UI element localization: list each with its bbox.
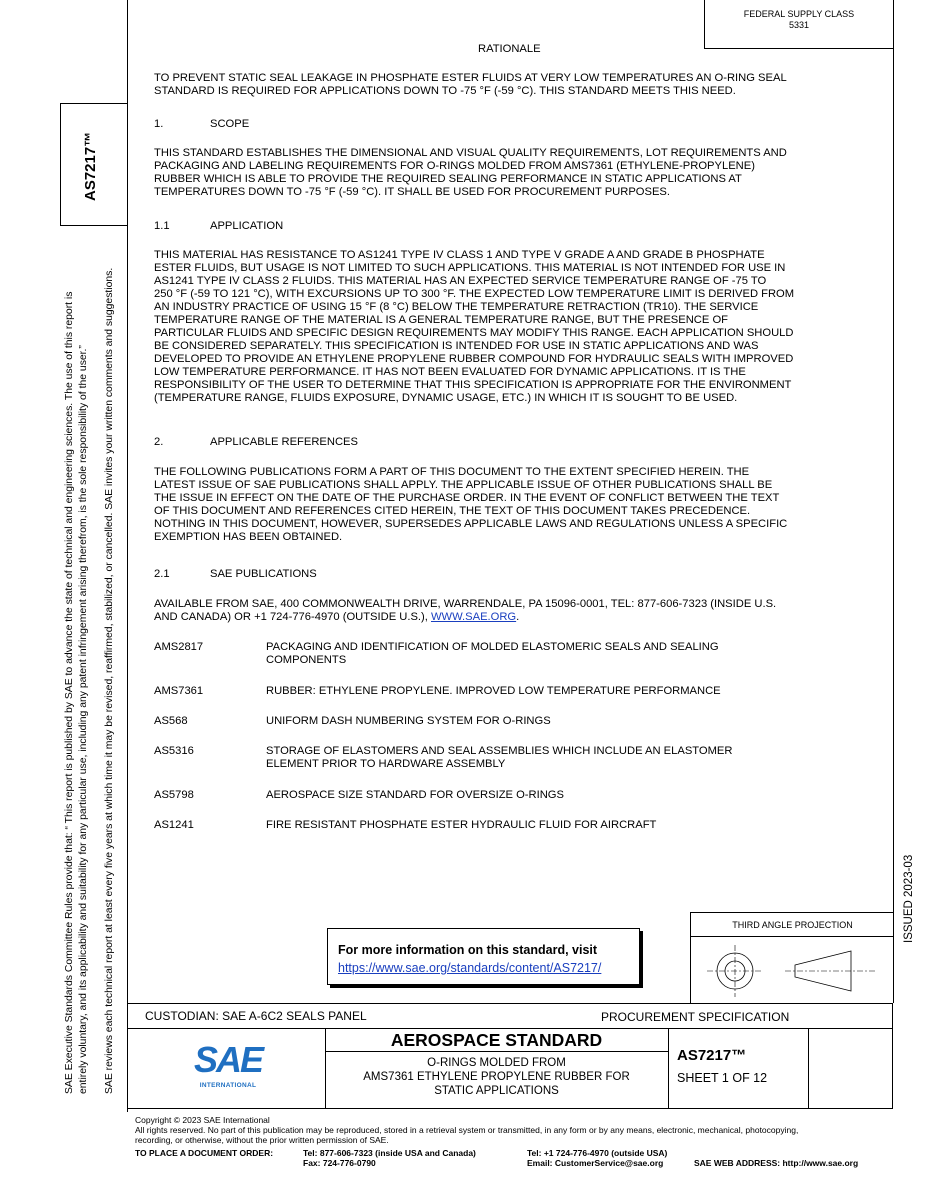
scope-line: RUBBER WHICH IS ABLE TO PROVIDE THE REQUIRED SEALING PERFORMANCE IN STATIC APPLICATIONS AT [154, 173, 742, 185]
references-line: OF THIS DOCUMENT AND REFERENCES CITED HEREIN, THE TEXT OF THIS DOCUMENT TAKES PRECEDENCE. [154, 505, 751, 517]
ref-title-line: RUBBER: ETHYLENE PROPYLENE. IMPROVED LOW TEMPERATURE PERFORMANCE [266, 685, 721, 697]
references-paragraph [154, 466, 874, 544]
sae-pubs-paragraph [154, 598, 874, 624]
ref-title-line: COMPONENTS [266, 654, 347, 666]
scope-paragraph [154, 147, 874, 199]
left-margin-rule [127, 0, 128, 1112]
standard-type: AEROSPACE STANDARD [390, 1030, 603, 1050]
title-block-right-rule [892, 1003, 893, 1108]
copyright-line: recording, or otherwise, without the prior written permission of SAE. [135, 1135, 389, 1145]
section-1-title: SCOPE [210, 118, 250, 130]
info-box [327, 928, 640, 985]
scope-line: THIS STANDARD ESTABLISHES THE DIMENSIONAL AND VISUAL QUALITY REQUIREMENTS, LOT REQUIREMENTS AND [154, 147, 787, 159]
document-title-line: O-RINGS MOLDED FROM [427, 1057, 566, 1069]
section-2-1-title: SAE PUBLICATIONS [210, 568, 317, 580]
ref-title [266, 685, 826, 698]
custodian: CUSTODIAN: SAE A-6C2 SEALS PANEL [145, 1009, 367, 1023]
sae-logo-subtext: INTERNATIONAL [199, 1082, 257, 1089]
ref-code: AMS7361 [154, 685, 204, 697]
sae-pubs-line2-suffix: . [516, 611, 520, 623]
application-line: AS1241 TYPE IV CLASS 2 FLUIDS. THIS MATERIAL HAS AN EXPECTED SERVICE TEMPERATURE RANGE OF -75 TO [154, 275, 767, 287]
ref-title [266, 789, 826, 802]
references-line: THE ISSUE IN EFFECT ON THE DATE OF THE PURCHASE ORDER. IN THE EVENT OF CONFLICT BETWEEN THE TEXT [154, 492, 780, 504]
sae-pubs-line2 [154, 611, 874, 624]
section-1-number: 1. [154, 118, 164, 130]
federal-supply-code: 5331 [788, 20, 810, 30]
references-line: LATEST ISSUE OF SAE PUBLICATIONS SHALL APPLY. THE APPLICABLE ISSUE OF OTHER PUBLICATIONS SHALL BE [154, 479, 773, 491]
rationale-paragraph [154, 72, 874, 98]
application-paragraph [154, 249, 874, 405]
ref-title-line: STORAGE OF ELASTOMERS AND SEAL ASSEMBLIES WHICH INCLUDE AN ELASTOMER [266, 745, 733, 757]
procurement-spec: PROCUREMENT SPECIFICATION [601, 1010, 790, 1024]
rationale-line: STANDARD IS REQUIRED FOR APPLICATIONS DOWN TO -75 °F (-59 °C). THIS STANDARD MEETS THIS NEED. [154, 85, 736, 97]
title-block-rule [127, 1108, 893, 1109]
ref-code: AMS2817 [154, 641, 204, 653]
application-line: 250 °F (-59 TO 121 °C), WITH EXCURSIONS UP TO 300 °F. THE EXPECTED LOW TEMPERATURE LIMIT IS DERIVED FROM [154, 288, 795, 300]
references-line: EXEMPTION HAS BEEN OBTAINED. [154, 531, 343, 543]
right-frame-rule [893, 0, 894, 1003]
title-block-col-rule [668, 1028, 669, 1108]
third-angle-projection-symbol [691, 937, 894, 1003]
left-box-bottom-rule [60, 225, 127, 226]
side-notice-line1: SAE Executive Standards Committee Rules provide that: “ This report is published by SAE to advance the state of technical and engineering sciences. The use of this report is [64, 291, 75, 1094]
section-1-1-number: 1.1 [154, 220, 170, 232]
issued-date: ISSUED 2023-03 [903, 854, 915, 943]
application-line: AN INDUSTRY PRACTICE OF USING 15 °F (8 °C) BELOW THE TEMPERATURE RETRACTION (TR10). THE SERVICE [154, 301, 759, 313]
copyright-line: All rights reserved. No part of this publication may be reproduced, stored in a retrieval system or transmitted, in any form or by any means, electronic, mechanical, photocopying, [135, 1125, 799, 1135]
info-box-text: For more information on this standard, visit [338, 943, 598, 957]
scope-line: PACKAGING AND LABELING REQUIREMENTS FOR O-RINGS MOLDED FROM AMS7361 (ETHYLENE-PROPYLENE) [154, 160, 755, 172]
ref-title [266, 745, 826, 771]
ref-code: AS5798 [154, 789, 194, 801]
federal-supply-label: FEDERAL SUPPLY CLASS [743, 9, 855, 19]
document-id: AS7217™ [677, 1047, 747, 1064]
references-line: NOTHING IN THIS DOCUMENT, HOWEVER, SUPERSEDES APPLICABLE LAWS AND REGULATIONS UNLESS A SPECIFIC [154, 518, 788, 530]
copyright-line: Copyright © 2023 SAE International [135, 1115, 270, 1125]
section-2-number: 2. [154, 436, 164, 448]
document-title-line: STATIC APPLICATIONS [434, 1085, 559, 1097]
projection-box [690, 912, 894, 1004]
left-box-top-rule [60, 103, 127, 104]
ref-title [266, 715, 826, 728]
ref-title [266, 641, 826, 667]
ref-code: AS568 [154, 715, 188, 727]
sae-logo [188, 1039, 268, 1093]
application-line: TEMPERATURE RANGE OF THE MATERIAL IS A GENERAL TEMPERATURE RANGE, BUT THE PRESENCE OF [154, 314, 728, 326]
ref-title-line: AEROSPACE SIZE STANDARD FOR OVERSIZE O-RINGS [266, 789, 564, 801]
side-notice-line2: entirely voluntary, and its applicability and suitability for any particular use, including any patent infringement arising therefrom, is the sole responsibility of the user.” [78, 345, 89, 1094]
application-line: PARTICULAR FLUIDS AND SPECIFIC DESIGN REQUIREMENTS MAY MODIFY THIS RANGE. EACH APPLICATION SHOULD [154, 327, 794, 339]
document-title [325, 1056, 668, 1098]
projection-label: THIRD ANGLE PROJECTION [732, 920, 853, 930]
sae-pubs-line2-prefix: AND CANADA) OR +1 724-776-4970 (OUTSIDE U.S.), [154, 611, 431, 623]
sheet-number: SHEET 1 OF 12 [677, 1071, 768, 1085]
order-label: TO PLACE A DOCUMENT ORDER: [135, 1148, 274, 1158]
ref-title-line: FIRE RESISTANT PHOSPHATE ESTER HYDRAULIC FLUID FOR AIRCRAFT [266, 819, 657, 831]
sae-web-address: SAE WEB ADDRESS: http://www.sae.org [694, 1158, 859, 1168]
ref-code: AS1241 [154, 819, 194, 831]
section-1-1-title: APPLICATION [210, 220, 284, 232]
document-title-line: AMS7361 ETHYLENE PROPYLENE RUBBER FOR [363, 1071, 630, 1083]
application-line: DEVELOPED TO PROVIDE AN ETHYLENE PROPYLENE RUBBER COMPOUND FOR HYDRAULIC SEALS WITH IMPROVED [154, 353, 794, 365]
side-notice-line3: SAE reviews each technical report at least every five years at which time it may be revised, reaffirmed, stabilized, or cancelled. SAE invites your written comments and suggestions. [104, 267, 115, 1094]
title-block-col-rule [808, 1028, 809, 1108]
application-line: LOW TEMPERATURE PERFORMANCE. IT HAS NOT BEEN EVALUATED FOR DYNAMIC APPLICATIONS. IT IS THE [154, 366, 746, 378]
sae-pubs-line: AVAILABLE FROM SAE, 400 COMMONWEALTH DRIVE, WARRENDALE, PA 15096-0001, TEL: 877-606-7323 (INSIDE U.S. [154, 598, 777, 610]
federal-supply-box [704, 0, 894, 49]
copyright-footer [135, 1115, 895, 1145]
order-tel-intl: Tel: +1 724-776-4970 (outside USA) [527, 1148, 668, 1158]
rationale-line: TO PREVENT STATIC SEAL LEAKAGE IN PHOSPHATE ESTER FLUIDS AT VERY LOW TEMPERATURES AN O-RING SEAL [154, 72, 787, 84]
standard-info-link[interactable]: https://www.sae.org/standards/content/AS7217/ [338, 961, 602, 975]
left-box-left-rule [60, 103, 61, 225]
ref-title-line: PACKAGING AND IDENTIFICATION OF MOLDED ELASTOMERIC SEALS AND SEALING [266, 641, 719, 653]
title-block-rule [127, 1028, 893, 1029]
references-line: THE FOLLOWING PUBLICATIONS FORM A PART OF THIS DOCUMENT TO THE EXTENT SPECIFIED HEREIN. THE [154, 466, 750, 478]
sae-website-link[interactable]: WWW.SAE.ORG [430, 611, 517, 623]
section-2-1-number: 2.1 [154, 568, 170, 580]
application-line: RESPONSIBILITY OF THE USER TO DETERMINE THAT THIS SPECIFICATION IS APPROPRIATE FOR THE ENVIRONMENT [154, 379, 792, 391]
sae-logo-text: SAE [193, 1039, 263, 1080]
title-block-rule [325, 1051, 668, 1052]
order-fax: Fax: 724-776-0790 [303, 1158, 376, 1168]
rationale-heading: RATIONALE [478, 43, 541, 55]
application-line: (TEMPERATURE RANGE, FLUIDS EXPOSURE, DYNAMIC USAGE, ETC.) IN WHICH IT IS SOUGHT TO BE USED. [154, 392, 738, 404]
side-doc-id: AS7217™ [82, 131, 99, 201]
application-line: BE CONSIDERED SEPARATELY. THIS SPECIFICATION IS INTENDED FOR USE IN STATIC APPLICATIONS AND WAS [154, 340, 759, 352]
scope-line: TEMPERATURES DOWN TO -75 °F (-59 °C). IT SHALL BE USED FOR PROCUREMENT PURPOSES. [154, 186, 670, 198]
ref-title-line: UNIFORM DASH NUMBERING SYSTEM FOR O-RINGS [266, 715, 551, 727]
application-line: THIS MATERIAL HAS RESISTANCE TO AS1241 TYPE IV CLASS 1 AND TYPE V GRADE A AND GRADE B PHOSPHATE [154, 249, 765, 261]
title-block-top-rule [127, 1003, 893, 1004]
ref-title [266, 819, 826, 832]
order-tel-us: Tel: 877-606-7323 (inside USA and Canada) [303, 1148, 476, 1158]
ref-code: AS5316 [154, 745, 194, 757]
section-2-title: APPLICABLE REFERENCES [210, 436, 358, 448]
order-email: Email: CustomerService@sae.org [527, 1158, 664, 1168]
ref-title-line: ELEMENT PRIOR TO HARDWARE ASSEMBLY [266, 758, 506, 770]
application-line: ESTER FLUIDS, BUT USAGE IS NOT LIMITED TO SUCH APPLICATIONS. THIS MATERIAL IS NOT INTENDED FOR USE IN [154, 262, 786, 274]
